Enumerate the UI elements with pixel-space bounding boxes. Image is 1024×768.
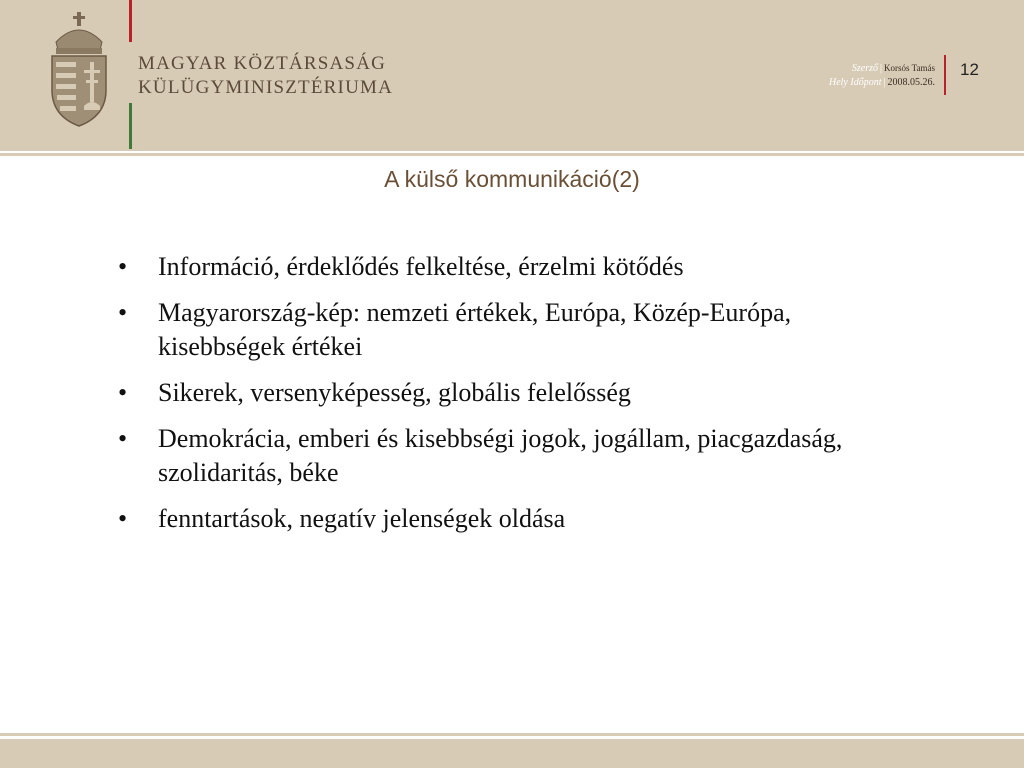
logo-green-line — [129, 103, 132, 149]
ministry-line-2: KÜLÜGYMINISZTÉRIUMA — [138, 77, 394, 98]
list-item: • Információ, érdeklődés felkeltése, érzelmi kötődés — [118, 252, 684, 281]
slide-title: A külső kommunikáció(2) — [384, 166, 640, 192]
place-time-value: 2008.05.26. — [887, 77, 935, 88]
list-item: • fenntartások, negatív jelenségek oldása — [118, 504, 566, 533]
list-item: • Demokrácia, emberi és kisebbségi jogok, jogállam, piacgazdaság, szolidaritás, béke — [118, 424, 843, 487]
bullet-list — [118, 250, 908, 548]
logo-red-line — [129, 0, 132, 42]
author-value: Korsós Tamás — [884, 63, 935, 73]
meta-divider — [944, 55, 946, 95]
footer-band — [0, 739, 1024, 768]
list-item: • Magyarország-kép: nemzeti értékek, Európa, Közép-Európa, kisebbségek értékei — [118, 298, 792, 361]
header-rule — [0, 153, 1024, 156]
footer-rule — [0, 733, 1024, 736]
slide-meta: Szerző | Korsós Tamás Hely Időpont | 2008.05.26. — [828, 63, 935, 88]
page-number: 12 — [960, 60, 979, 79]
author-label: Szerző — [851, 63, 879, 74]
list-item: • Sikerek, versenyképesség, globális felelősség — [118, 378, 631, 407]
ministry-name — [138, 52, 393, 100]
ministry-line-1: MAGYAR KÖZTÁRSASÁG — [138, 53, 387, 74]
place-time-label: Hely Időpont — [828, 77, 882, 88]
hungarian-coat-of-arms-icon — [44, 10, 114, 128]
